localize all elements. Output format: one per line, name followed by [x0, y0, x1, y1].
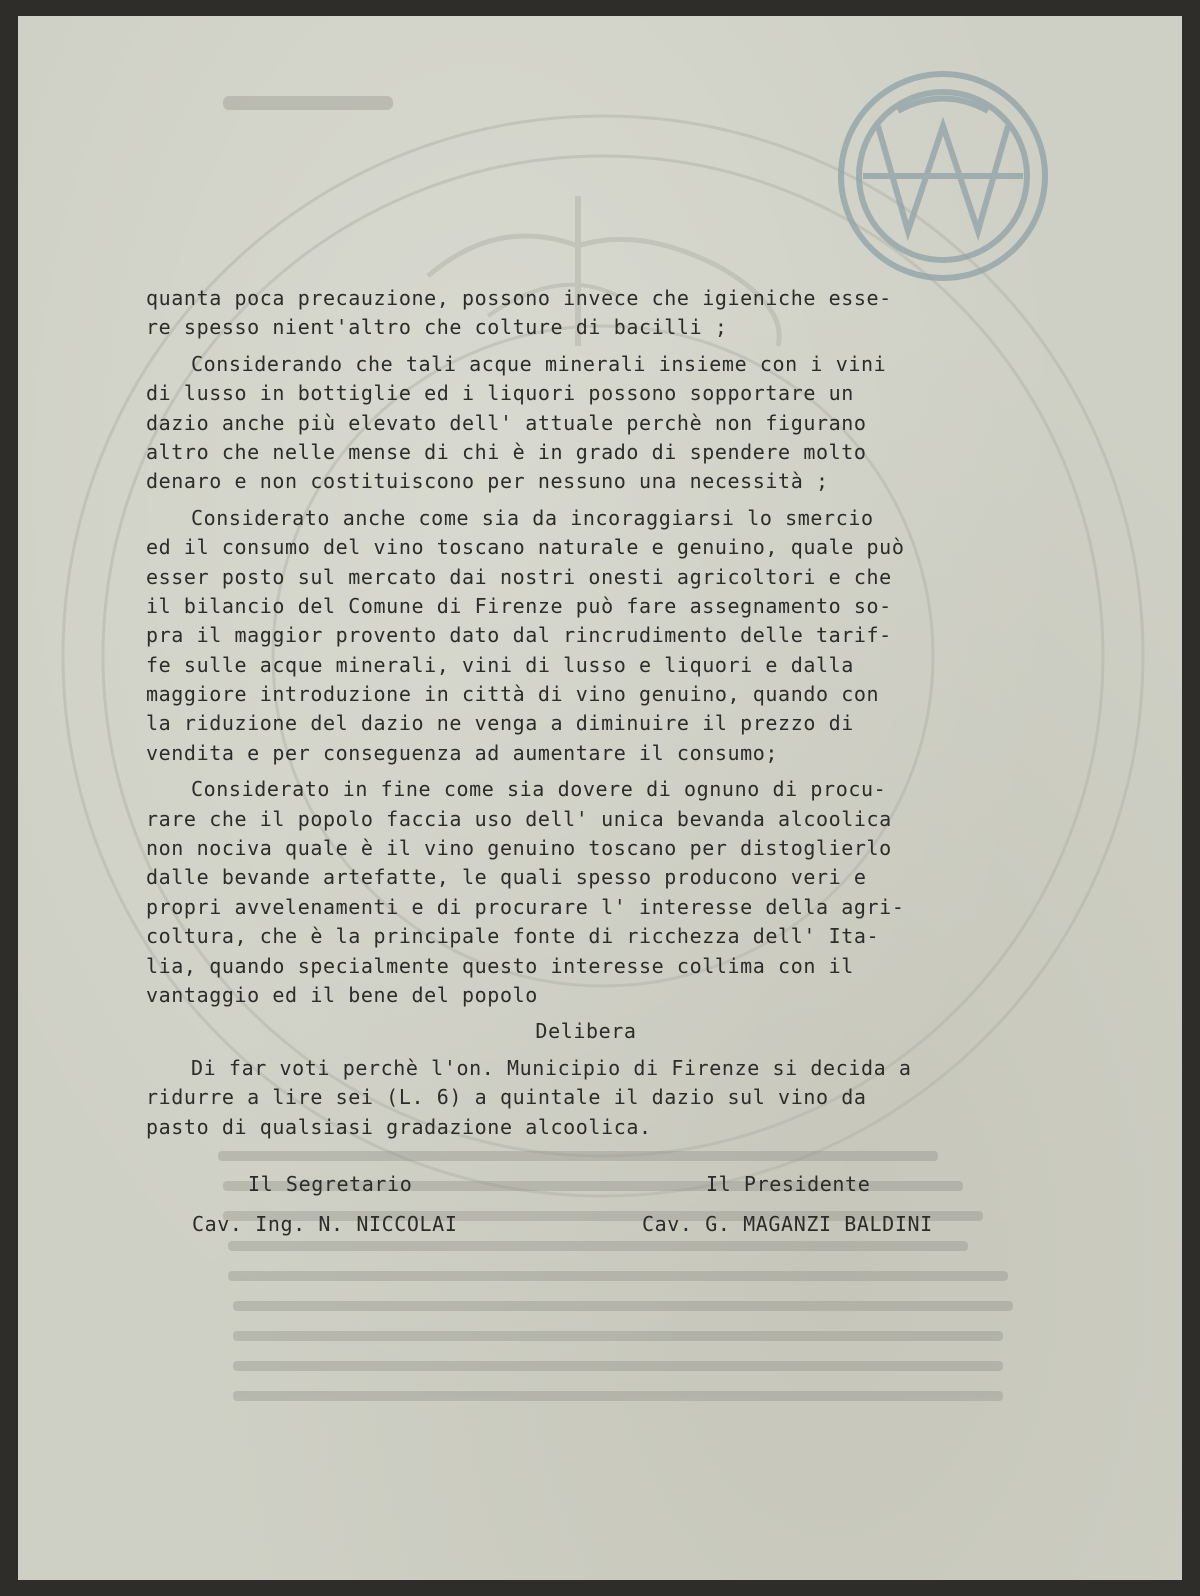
text-line: non nociva quale è il vino genuino toscano per distoglierlo: [146, 836, 892, 861]
text-line: ridurre a lire sei (L. 6) a quintale il dazio sul vino da: [146, 1085, 867, 1110]
text-line: il bilancio del Comune di Firenze può fare assegnamento so-: [146, 593, 892, 618]
resolution-paragraph: [146, 1054, 1026, 1142]
text-line: vantaggio ed il bene del popolo: [146, 982, 538, 1007]
letter-page: [18, 16, 1182, 1580]
text-line: esser posto sul mercato dai nostri onesti agricoltori e che: [146, 564, 892, 589]
paragraph: [146, 504, 1026, 769]
text-line: Considerando che tali acque minerali insieme con i vini: [191, 351, 887, 376]
paragraph: [146, 775, 1026, 1010]
text-line: vendita e per conseguenza ad aumentare il consumo;: [146, 740, 779, 765]
resolution-heading: Delibera: [535, 1019, 637, 1044]
text-line: Considerato in fine come sia dovere di ognuno di procu-: [191, 777, 887, 802]
text-line: fe sulle acque minerali, vini di lusso e liquori e dalla: [146, 652, 854, 677]
stamp-icon: [841, 74, 1045, 278]
text-line: re spesso nient'altro che colture di bacilli ;: [146, 315, 728, 340]
president-name: Cav. G. MAGANZI BALDINI: [642, 1212, 933, 1236]
president-title: Il Presidente: [706, 1172, 871, 1196]
text-line: Considerato anche come sia da incoraggiarsi lo smercio: [191, 505, 874, 530]
text-line: lia, quando specialmente questo interesse collima con il: [146, 953, 854, 978]
text-line: maggiore introduzione in città di vino genuino, quando con: [146, 682, 880, 707]
text-line: la riduzione del dazio ne venga a diminuire il prezzo di: [146, 711, 854, 736]
text-line: rare che il popolo faccia uso dell' unica bevanda alcoolica: [146, 806, 892, 831]
text-line: dazio anche più elevato dell' attuale perchè non figurano: [146, 410, 867, 435]
paragraph: [146, 350, 1026, 497]
text-line: pasto di qualsiasi gradazione alcoolica.: [146, 1114, 652, 1139]
text-line: altro che nelle mense di chi è in grado di spendere molto: [146, 439, 867, 464]
text-line: pra il maggior provento dato dal rincrudimento delle tarif-: [146, 623, 892, 648]
secretary-title: Il Segretario: [248, 1172, 413, 1196]
text-line: quanta poca precauzione, possono invece che igieniche esse-: [146, 286, 892, 310]
text-line: coltura, che è la principale fonte di ricchezza dell' Ita-: [146, 924, 880, 949]
text-line: propri avvelenamenti e di procurare l' interesse della agri-: [146, 894, 905, 919]
text-line: ed il consumo del vino toscano naturale e genuino, quale può: [146, 535, 905, 560]
letter-body: [146, 284, 1026, 1236]
text-line: Di far voti perchè l'on. Municipio di Firenze si decida a: [191, 1055, 912, 1080]
text-line: dalle bevande artefatte, le quali spesso producono veri e: [146, 865, 867, 890]
paragraph: [146, 284, 1026, 343]
text-line: di lusso in bottiglie ed i liquori possono sopportare un: [146, 381, 854, 406]
secretary-name: Cav. Ing. N. NICCOLAI: [192, 1212, 458, 1236]
text-line: denaro e non costituiscono per nessuno una necessità ;: [146, 469, 829, 494]
